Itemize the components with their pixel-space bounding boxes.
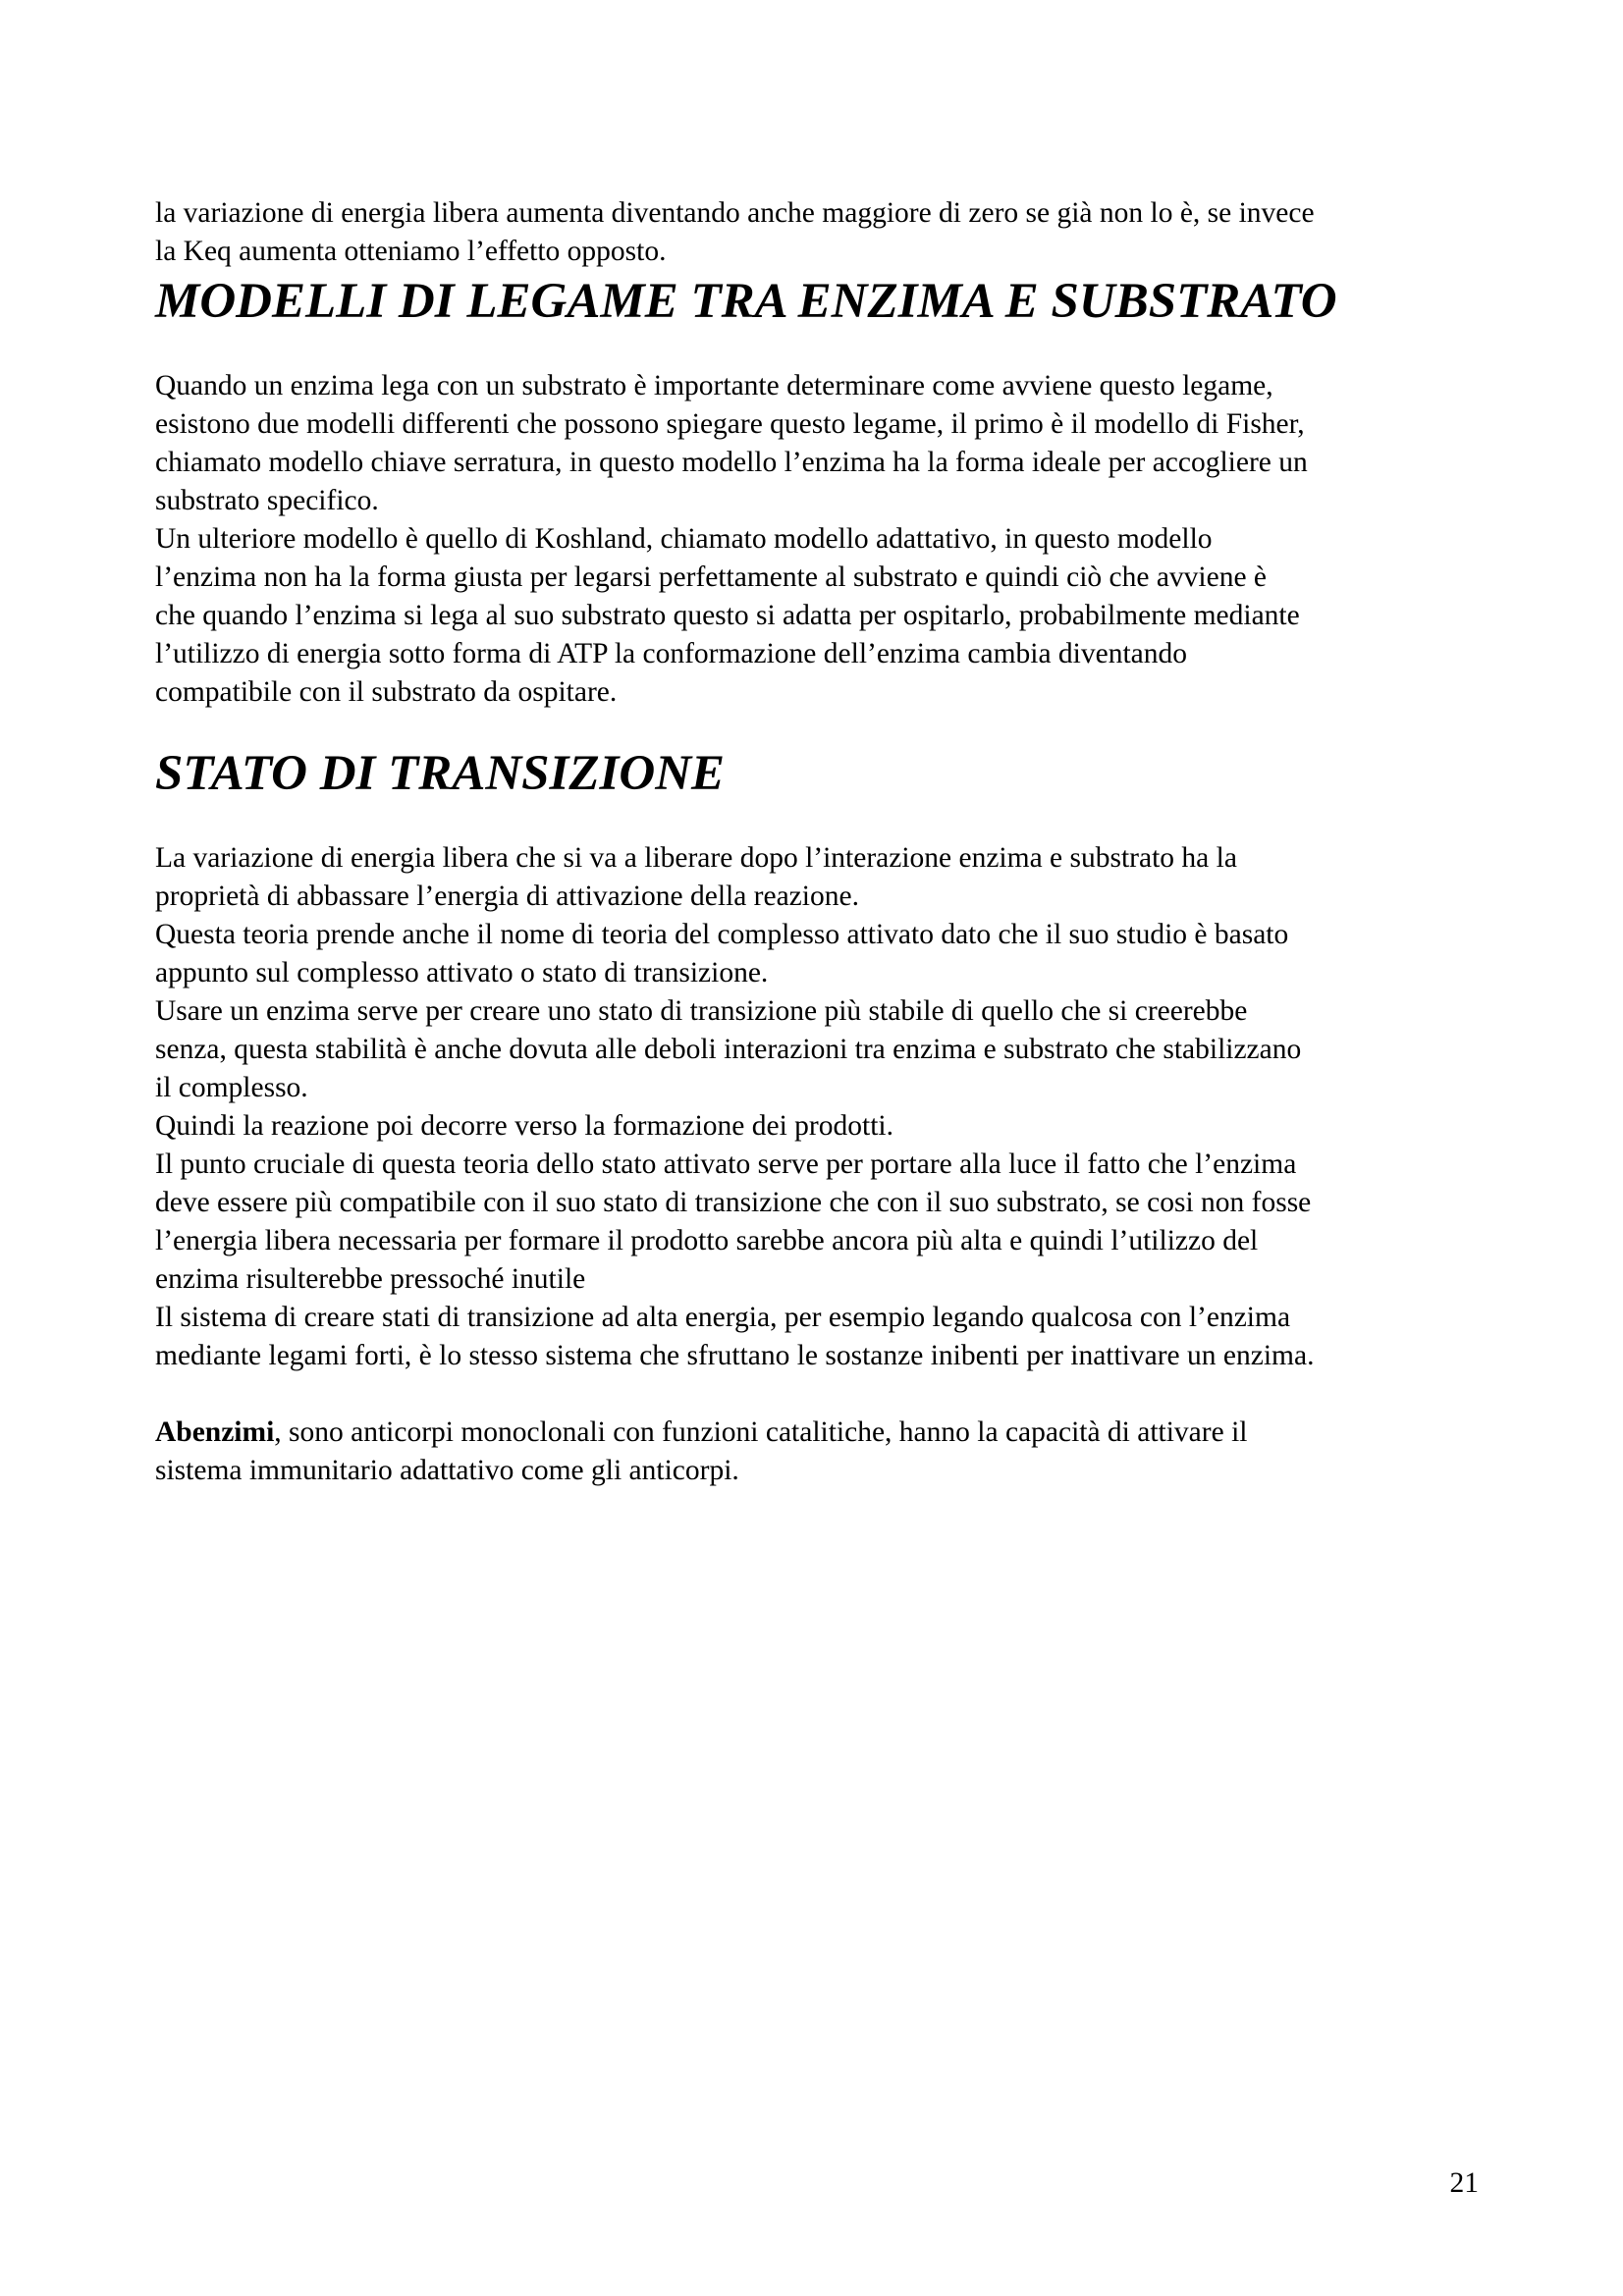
paragraph-line: deve essere più compatibile con il suo stato di transizione che con il suo substrato, se cosi non fosse — [155, 1187, 1312, 1218]
paragraph-line: il complesso. — [155, 1072, 308, 1103]
paragraph-line: proprietà di abbassare l’energia di attivazione della reazione. — [155, 881, 859, 912]
paragraph-line — [155, 1414, 1481, 1452]
paragraph-line: l’utilizzo di energia sotto forma di ATP la conformazione dell’enzima cambia diventando — [155, 638, 1188, 669]
intro-line: la Keq aumenta otteniamo l’effetto opposto. — [155, 236, 667, 267]
paragraph-line: appunto sul complesso attivato o stato di transizione. — [155, 957, 769, 988]
paragraph-line: enzima risulterebbe pressoché inutile — [155, 1263, 586, 1295]
paragraph-koshland — [155, 520, 1481, 712]
paragraph-abenzimi — [155, 1414, 1481, 1490]
paragraph-line: Usare un enzima serve per creare uno stato di transizione più stabile di quello che si creerebbe — [155, 995, 1248, 1027]
paragraph-line: Quando un enzima lega con un substrato è importante determinare come avviene questo legame, — [155, 370, 1273, 401]
paragraph-line: La variazione di energia libera che si va a liberare dopo l’interazione enzima e substrato ha la — [155, 842, 1237, 874]
paragraph-line: Un ulteriore modello è quello di Koshland, chiamato modello adattativo, in questo modello — [155, 523, 1213, 555]
paragraph-spacer — [155, 1375, 1481, 1414]
paragraph-line: che quando l’enzima si lega al suo substrato questo si adatta per ospitarlo, probabilmente mediante — [155, 600, 1300, 631]
section-heading-modelli: MODELLI DI LEGAME TRA ENZIMA E SUBSTRATO — [155, 274, 1337, 329]
page-number: 21 — [1449, 2167, 1479, 2199]
paragraph-line: mediante legami forti, è lo stesso sistema che sfruttano le sostanze inibenti per inattivare un enzima. — [155, 1340, 1315, 1371]
paragraph-line: l’enzima non ha la forma giusta per legarsi perfettamente al substrato e quindi ciò che avviene è — [155, 561, 1268, 593]
section-heading-stato: STATO DI TRANSIZIONE — [155, 746, 726, 801]
paragraph-line: sistema immunitario adattativo come gli anticorpi. — [155, 1455, 739, 1486]
paragraph-line: substrato specifico. — [155, 485, 379, 516]
document-page — [155, 194, 1481, 1490]
paragraph-line: Quindi la reazione poi decorre verso la formazione dei prodotti. — [155, 1110, 893, 1142]
paragraph-line: Il punto cruciale di questa teoria dello stato attivato serve per portare alla luce il fatto che l’enzima — [155, 1148, 1297, 1180]
paragraph-transition-state — [155, 839, 1481, 1375]
paragraph-line: Questa teoria prende anche il nome di teoria del complesso attivato dato che il suo studio è basato — [155, 919, 1289, 950]
paragraph-line: compatibile con il substrato da ospitare. — [155, 676, 618, 708]
paragraph-line: senza, questa stabilità è anche dovuta alle deboli interazioni tra enzima e substrato che stabilizzano — [155, 1034, 1302, 1065]
abenzimi-definition: , sono anticorpi monoclonali con funzioni catalitiche, hanno la capacità di attivare il — [274, 1416, 1248, 1448]
paragraph-fisher — [155, 367, 1481, 520]
paragraph-line: chiamato modello chiave serratura, in questo modello l’enzima ha la forma ideale per accogliere un — [155, 447, 1308, 478]
intro-line: la variazione di energia libera aumenta diventando anche maggiore di zero se già non lo è, se invece — [155, 197, 1315, 229]
abenzimi-term: Abenzimi — [155, 1416, 275, 1448]
paragraph-line: esistono due modelli differenti che possono spiegare questo legame, il primo è il modello di Fisher, — [155, 408, 1305, 440]
paragraph-line: Il sistema di creare stati di transizione ad alta energia, per esempio legando qualcosa con l’enzima — [155, 1302, 1291, 1333]
paragraph-line: l’energia libera necessaria per formare il prodotto sarebbe ancora più alta e quindi l’utilizzo del — [155, 1225, 1259, 1256]
